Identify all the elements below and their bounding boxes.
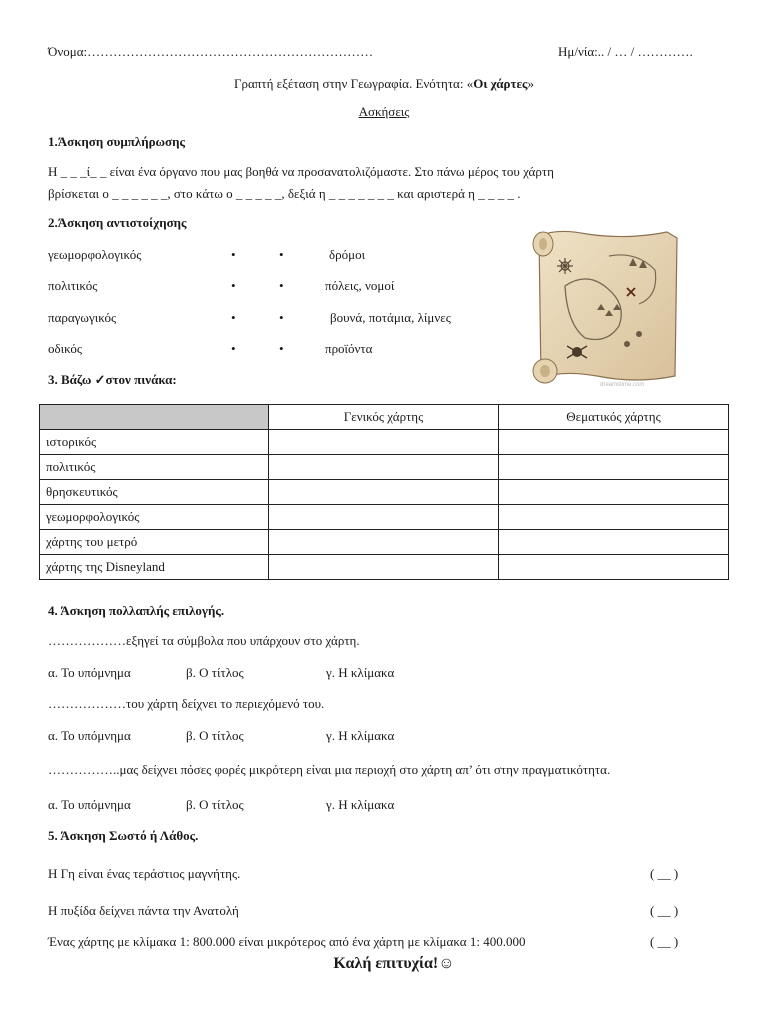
exercise4-title: 4. Άσκηση πολλαπλής επιλογής.: [48, 603, 225, 618]
treasure-map-scroll-icon: [527, 226, 692, 391]
table-row: [40, 480, 729, 505]
table-answer-cell[interactable]: [269, 430, 499, 455]
match-right-item: δρόμοι: [329, 247, 366, 262]
image-watermark: dreamstime.com: [600, 382, 645, 388]
mc-option-c[interactable]: γ. Η κλίμακα: [326, 797, 395, 812]
table-row-label: χάρτης του μετρό: [40, 530, 269, 555]
table-row-label: θρησκευτικός: [40, 480, 269, 505]
match-bullet-left[interactable]: •: [231, 278, 236, 293]
match-bullet-right[interactable]: •: [279, 247, 284, 262]
table-header-cell: Γενικός χάρτης: [269, 405, 499, 430]
match-right-item: προϊόντα: [325, 341, 373, 356]
table-row-label: χάρτης της Disneyland: [40, 555, 269, 580]
table-answer-cell[interactable]: [269, 555, 499, 580]
match-bullet-left[interactable]: •: [231, 247, 236, 262]
match-bullet-left[interactable]: •: [231, 310, 236, 325]
table-row: [40, 505, 729, 530]
table-answer-cell[interactable]: [269, 455, 499, 480]
table-answer-cell[interactable]: [269, 530, 499, 555]
table-answer-cell[interactable]: [269, 480, 499, 505]
table-row-label: πολιτικός: [40, 455, 269, 480]
tf-statement: Η πυξίδα δείχνει πάντα την Ανατολή: [48, 903, 239, 918]
exercises-heading: Ασκήσεις: [358, 104, 410, 119]
checkmark-table: [39, 404, 729, 580]
mc-question: ………………εξηγεί τα σύμβολα που υπάρχουν στο χάρτη.: [48, 633, 360, 648]
match-left-item: γεωμορφολογικός: [48, 247, 142, 262]
mc-option-a[interactable]: α. Το υπόμνημα: [48, 665, 131, 680]
table-row: [40, 555, 729, 580]
table-answer-cell[interactable]: [499, 555, 729, 580]
good-luck-text: Καλή επιτυχία!☺: [333, 955, 455, 972]
table-row-label: ιστορικός: [40, 430, 269, 455]
exam-title: Γραπτή εξέταση στην Γεωγραφία. Ενότητα: «Οι χάρτες»: [233, 76, 535, 91]
table-row: [40, 430, 729, 455]
date-field-label: Ημ/νία:.. / … / ………….: [558, 44, 693, 59]
match-left-item: πολιτικός: [48, 278, 98, 293]
exercise1-line2: βρίσκεται ο _ _ _ _ _ _, στο κάτω ο _ _ _ _ _, δεξιά η _ _ _ _ _ _ _ και αριστερά η _ _ _ _ .: [48, 186, 521, 201]
tf-answer-blank[interactable]: ( __ ): [650, 866, 679, 881]
exercise2-title: 2.Άσκηση αντιστοίχησης: [48, 215, 187, 230]
table-row-label: γεωμορφολογικός: [40, 505, 269, 530]
table-answer-cell[interactable]: [499, 480, 729, 505]
match-bullet-right[interactable]: •: [279, 341, 284, 356]
table-answer-cell[interactable]: [499, 455, 729, 480]
mc-option-b[interactable]: β. Ο τίτλος: [186, 728, 244, 743]
table-answer-cell[interactable]: [499, 530, 729, 555]
tf-statement: Η Γη είναι ένας τεράστιος μαγνήτης.: [48, 866, 241, 881]
mc-question: ……………..μας δείχνει πόσες φορές μικρότερη είναι μια περιοχή στο χάρτη απ’ ότι στην πραγματικότητα.: [48, 762, 611, 777]
name-field-label: Όνομα:…………………………………………………………: [48, 44, 374, 59]
table-answer-cell[interactable]: [499, 505, 729, 530]
match-right-item: βουνά, ποτάμια, λίμνες: [330, 310, 451, 325]
tf-statement: Ένας χάρτης με κλίμακα 1: 800.000 είναι μικρότερος από ένα χάρτη με κλίμακα 1: 400.000: [48, 934, 526, 949]
exercise1-line1: Η _ _ _ί_ _ είναι ένα όργανο που μας βοηθά να προσανατολιζόμαστε. Στο πάνω μέρος του χάρτη: [48, 164, 554, 179]
match-right-item: πόλεις, νομοί: [325, 278, 395, 293]
match-bullet-right[interactable]: •: [279, 310, 284, 325]
match-left-item: οδικός: [48, 341, 83, 356]
match-left-item: παραγωγικός: [48, 310, 117, 325]
mc-option-a[interactable]: α. Το υπόμνημα: [48, 797, 131, 812]
mc-option-c[interactable]: γ. Η κλίμακα: [326, 665, 395, 680]
mc-option-b[interactable]: β. Ο τίτλος: [186, 665, 244, 680]
table-header-cell: Θεματικός χάρτης: [499, 405, 729, 430]
tf-answer-blank[interactable]: ( __ ): [650, 903, 679, 918]
table-row: [40, 530, 729, 555]
mc-question: ………………του χάρτη δείχνει το περιεχόμενό του.: [48, 696, 325, 711]
match-bullet-left[interactable]: •: [231, 341, 236, 356]
table-header-cell: [40, 405, 269, 430]
mc-option-a[interactable]: α. Το υπόμνημα: [48, 728, 131, 743]
exercise5-title: 5. Άσκηση Σωστό ή Λάθος.: [48, 828, 199, 843]
table-answer-cell[interactable]: [499, 430, 729, 455]
match-bullet-right[interactable]: •: [279, 278, 284, 293]
table-row: [40, 455, 729, 480]
table-header-row: [40, 405, 729, 430]
exercise1-title: 1.Άσκηση συμπλήρωσης: [48, 134, 185, 149]
table-answer-cell[interactable]: [269, 505, 499, 530]
mc-option-b[interactable]: β. Ο τίτλος: [186, 797, 244, 812]
exercise3-title: 3. Βάζω ✓στον πινάκα:: [48, 372, 177, 387]
tf-answer-blank[interactable]: ( __ ): [650, 934, 679, 949]
mc-option-c[interactable]: γ. Η κλίμακα: [326, 728, 395, 743]
